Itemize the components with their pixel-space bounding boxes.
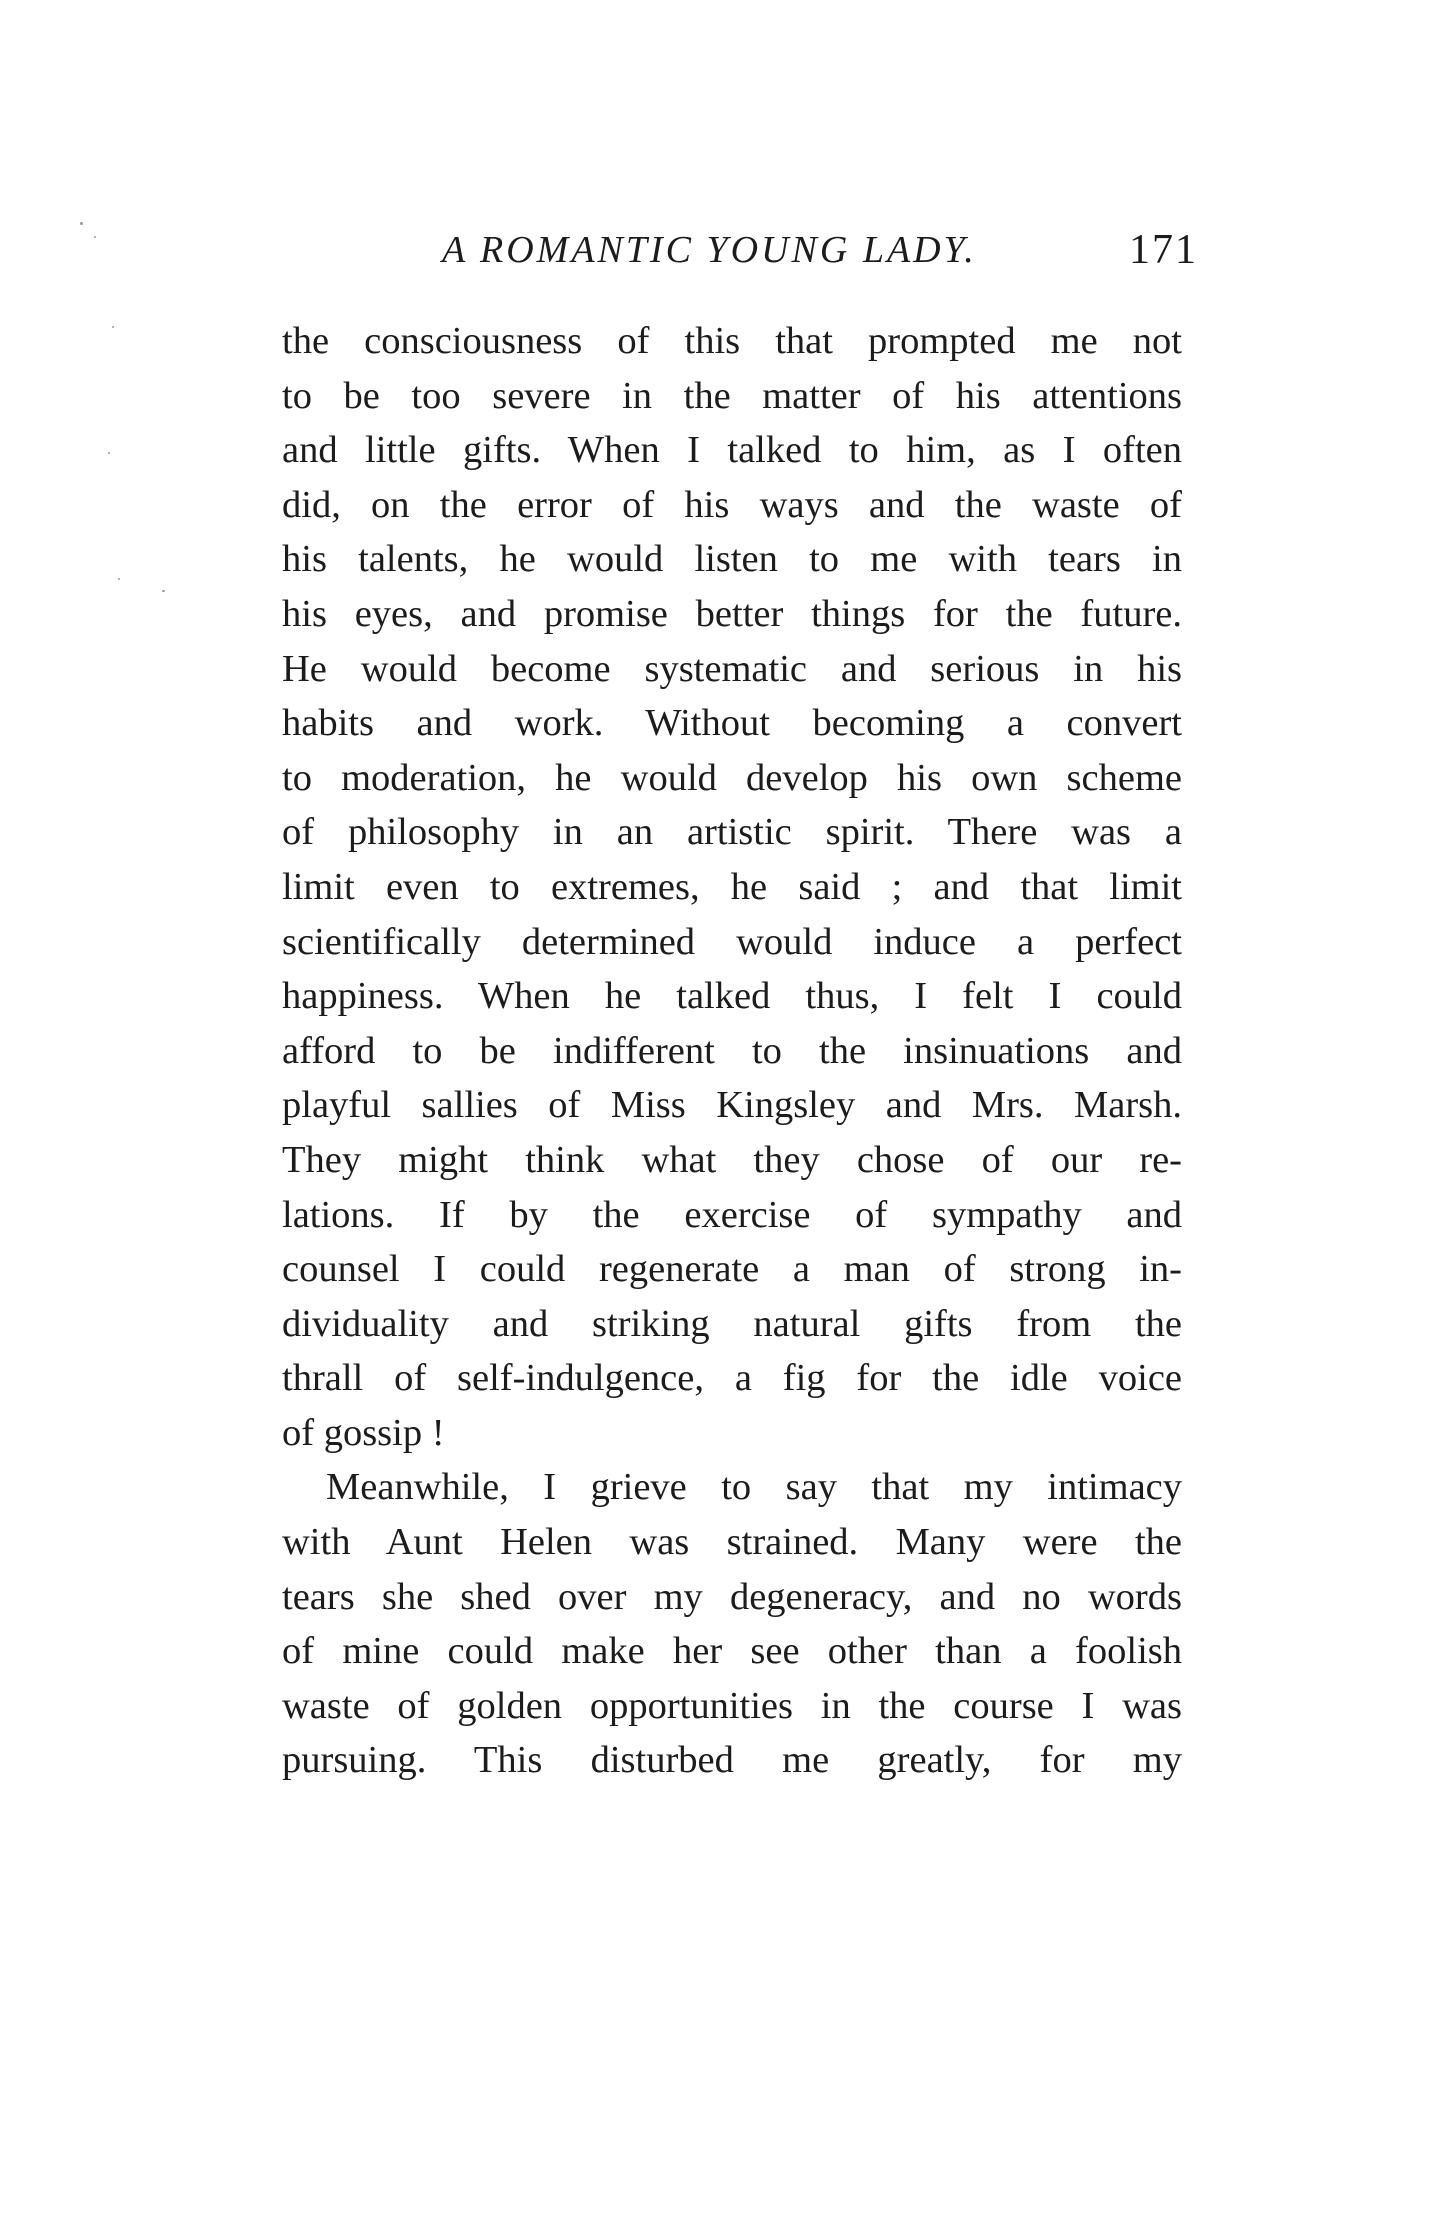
text-line: with Aunt Helen was strained. Many were the <box>282 1521 1182 1564</box>
text-line: of mine could make her see other than a foolish <box>282 1630 1182 1673</box>
text-line: his eyes, and promise better things for the future. <box>282 592 1182 635</box>
text-line: of philosophy in an artistic spirit. There was a <box>282 811 1182 854</box>
body-text <box>282 314 1182 1788</box>
text-line: tears she shed over my degeneracy, and no words <box>282 1575 1182 1618</box>
text-line: his talents, he would listen to me with tears in <box>282 538 1182 581</box>
text-line: did, on the error of his ways and the waste of <box>282 483 1182 526</box>
text-line: the consciousness of this that prompted me not <box>282 320 1182 362</box>
text-line: happiness. When he talked thus, I felt I could <box>282 975 1182 1018</box>
text-line: scientifically determined would induce a perfect <box>282 920 1182 963</box>
text-line: afford to be indifferent to the insinuations and <box>282 1029 1182 1072</box>
text-line: He would become systematic and serious in his <box>282 647 1182 690</box>
text-line: lations. If by the exercise of sympathy and <box>282 1193 1182 1236</box>
page-header <box>280 220 1198 280</box>
text-line: pursuing. This disturbed me greatly, for my <box>282 1739 1182 1782</box>
text-line: counsel I could regenerate a man of strong in- <box>282 1248 1182 1291</box>
text-line: to be too severe in the matter of his attentions <box>282 374 1182 417</box>
text-line: dividuality and striking natural gifts from the <box>282 1302 1182 1345</box>
text-line: to moderation, he would develop his own scheme <box>282 756 1182 799</box>
text-line: Meanwhile, I grieve to say that my intimacy <box>326 1466 1182 1509</box>
running-title: A ROMANTIC YOUNG LADY. <box>442 229 977 271</box>
text-line: habits and work. Without becoming a convert <box>282 702 1182 745</box>
text-line: thrall of self-indulgence, a fig for the idle voice <box>282 1357 1182 1400</box>
text-line: of gossip ! <box>282 1411 445 1454</box>
text-line: playful sallies of Miss Kingsley and Mrs. Marsh. <box>282 1084 1182 1127</box>
text-line: limit even to extremes, he said ; and that limit <box>282 865 1182 908</box>
text-line: and little gifts. When I talked to him, as I often <box>282 429 1182 472</box>
page-number: 171 <box>1129 227 1198 273</box>
text-line: They might think what they chose of our re- <box>282 1138 1182 1181</box>
text-line: waste of golden opportunities in the course I was <box>282 1684 1182 1727</box>
